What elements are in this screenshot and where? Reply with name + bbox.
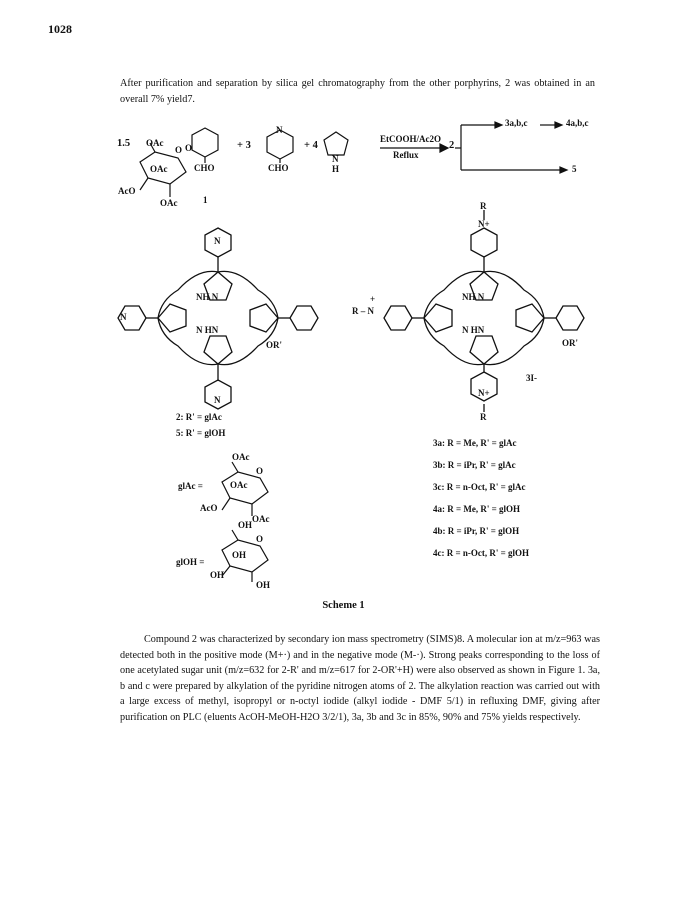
branch-top-a: 3a,b,c (505, 118, 528, 128)
gloh-oh-top: OH (238, 520, 253, 530)
right-or-label: OR' (562, 338, 579, 348)
glac-o: O (256, 466, 264, 476)
gloh-oh-mid: OH (232, 550, 247, 560)
phenyl-o: O (185, 143, 193, 153)
left-n-left: N (120, 312, 127, 322)
porphyrin-2-structure (118, 228, 318, 409)
counter-ion: 3I- (526, 373, 537, 383)
right-nplus-bottom: N+ (478, 388, 490, 398)
gloh-oh-bot: OH (256, 580, 271, 590)
legend-right-item: 4c: R = n-Oct, R' = glOH (433, 548, 529, 558)
left-n-top: N (214, 236, 221, 246)
page-number: 1028 (48, 22, 72, 36)
branch-bottom: 5 (572, 164, 577, 174)
benzaldehyde-structure (192, 128, 218, 163)
legend-right-item: 3a: R = Me, R' = glAc (433, 438, 517, 448)
right-r-top: R (480, 201, 487, 211)
pyrrole-n: N (332, 154, 339, 164)
glac-oac-bot: OAc (252, 514, 270, 524)
legend-right-item: 3b: R = iPr, R' = glAc (433, 460, 516, 470)
sugar-oac-mid: OAc (150, 164, 168, 174)
legend-right-item: 4b: R = iPr, R' = glOH (433, 526, 520, 536)
sugar-id: 1 (203, 195, 208, 205)
gloh-oh-left: OH (210, 570, 225, 580)
legend-left-item: 2: R' = glAc (176, 412, 222, 422)
coef-sugar: 1.5 (117, 138, 131, 149)
conditions-top: EtCOOH/Ac2O (380, 134, 441, 144)
pyrrole-h: H (332, 164, 340, 174)
glac-oac-mid: OAc (230, 480, 248, 490)
sugar-aco: AcO (118, 186, 136, 196)
pyridine-n: N (276, 125, 283, 135)
right-nh-top: NH N (462, 292, 485, 302)
right-nh-bottom: N HN (462, 325, 485, 335)
plus-4: + 4 (304, 140, 318, 151)
porphyrin-3-structure (384, 210, 584, 412)
gloh-label: glOH = (176, 557, 205, 567)
glac-label: glAc = (178, 481, 203, 491)
legend-right-item: 4a: R = Me, R' = glOH (433, 504, 520, 514)
glac-oac-top: OAc (232, 452, 250, 462)
sugar-oac-bot: OAc (160, 198, 178, 208)
right-nplus-top: N+ (478, 219, 490, 229)
left-or-label: OR' (266, 340, 283, 350)
branch-top-b: 4a,b,c (566, 118, 589, 128)
glac-aco: AcO (200, 503, 218, 513)
scheme-caption: Scheme 1 (322, 600, 365, 611)
left-nh-bottom: N HN (196, 325, 219, 335)
right-plus-left: + (370, 294, 376, 304)
legend-left-item: 5: R' = glOH (176, 428, 226, 438)
pyrrole-structure (324, 132, 348, 155)
gloh-o: O (256, 534, 264, 544)
main-paragraph: Compound 2 was characterized by secondary ion mass spectrometry (SIMS)8. A molecular ion at m/z=963 was detected both in the positive mode (M+·) and in the negative mode (M-·). Strong peaks corresponding to the loss of one acetylated sugar unit (m/z=632 for 2-R' and m/z=617 for 2-OR'+H) were also observed as shown in Figure 1. 3a, b and c were prepared by alkylation of the pyridine nitrogen atoms of 2. The alkylation reaction was carried out with a large excess of methyl, isopropyl or n-octyl iodide (alkyl iodide - DMF 5/1) in refluxing DMF, giving after purification on PLC (eluents AcOH-MeOH-H2O 3/2/1), 3a, 3b and 3c in 85%, 90% and 75% yields respectively. (120, 634, 600, 723)
conditions-bottom: Reflux (393, 150, 419, 160)
plus-3: + 3 (237, 140, 251, 151)
right-r-bottom: R (480, 412, 487, 422)
cho-label-1: CHO (194, 163, 215, 173)
intro-paragraph: After purification and separation by silica gel chromatography from the other porphyrins, 2 was obtained in an overall 7% yield7. (120, 78, 595, 105)
sugar-oac-top: OAc (146, 138, 164, 148)
right-r-left: R – N (352, 306, 374, 316)
legend-right-item: 3c: R = n-Oct, R' = glAc (433, 482, 526, 492)
left-nh-top: NH N (196, 292, 219, 302)
product-2: 2 (449, 140, 455, 151)
sugar-o: O (175, 145, 183, 155)
left-n-bottom: N (214, 395, 221, 405)
cho-label-2: CHO (268, 163, 289, 173)
